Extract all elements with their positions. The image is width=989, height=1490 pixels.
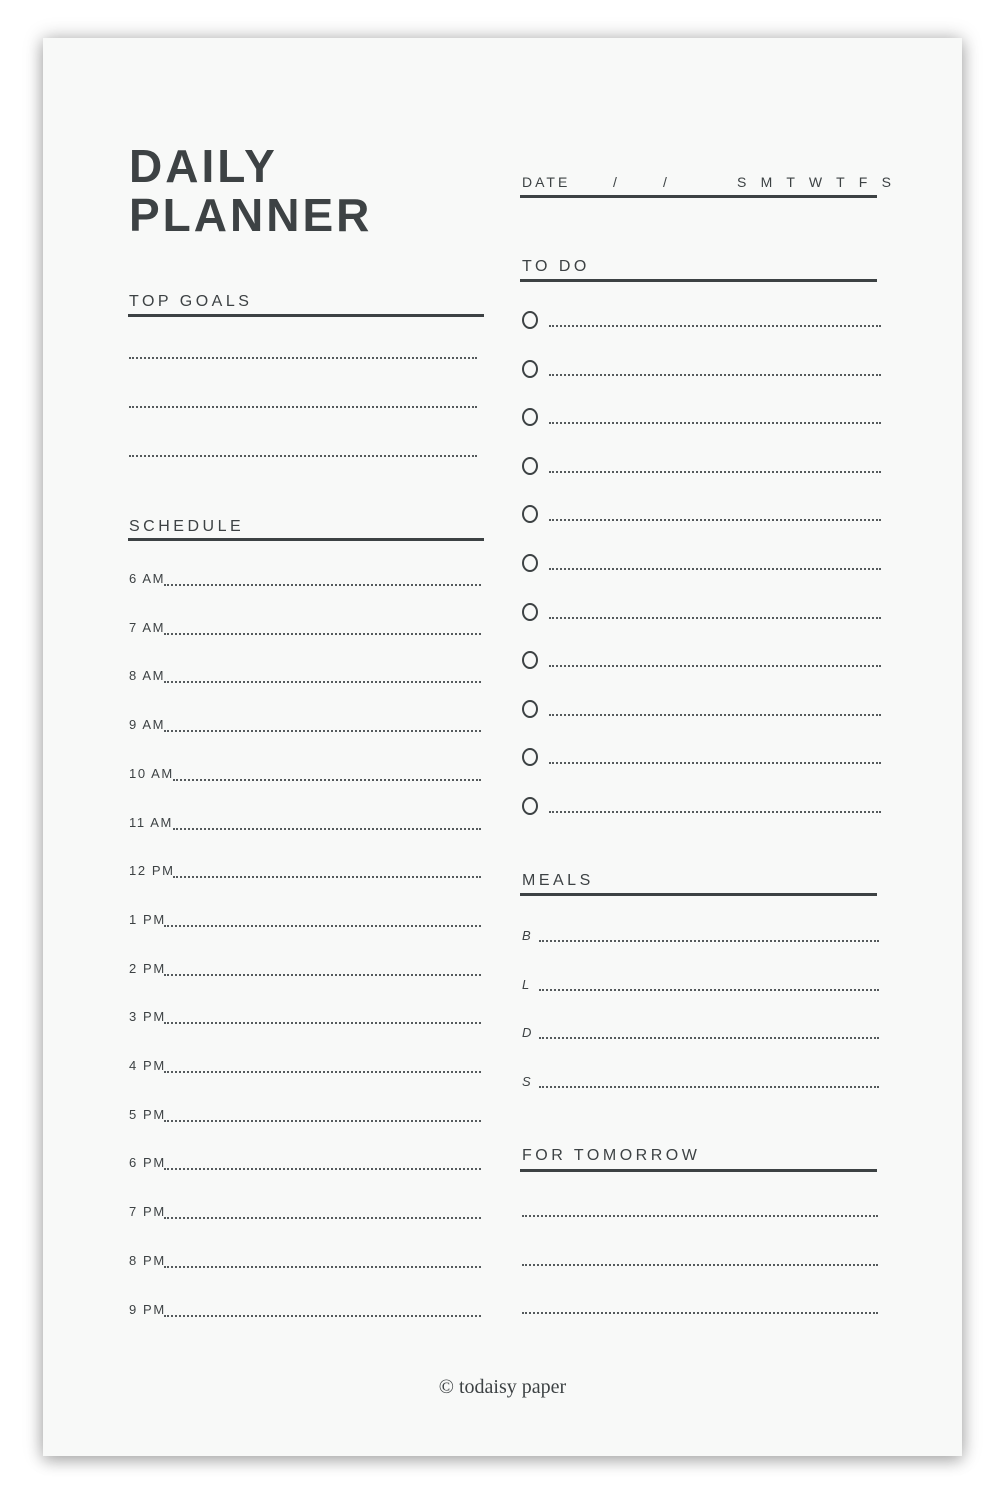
weekday-letters: S M T W T F S	[737, 174, 897, 190]
schedule-line[interactable]	[164, 1266, 481, 1268]
schedule-time-label: 10 AM	[129, 765, 174, 781]
goal-line[interactable]	[129, 406, 477, 408]
date-separator-1: /	[613, 174, 620, 190]
date-label: DATE	[522, 174, 571, 190]
todo-checkbox-icon[interactable]	[522, 457, 538, 475]
top-goals-rule	[128, 314, 484, 317]
schedule-line[interactable]	[164, 730, 481, 732]
todo-checkbox-icon[interactable]	[522, 748, 538, 766]
todo-line[interactable]	[549, 471, 881, 473]
todo-checkbox-icon[interactable]	[522, 311, 538, 329]
meal-label: S	[522, 1074, 531, 1090]
schedule-line[interactable]	[164, 681, 481, 683]
planner-sheet	[43, 38, 962, 1456]
schedule-time-label: 4 PM	[129, 1058, 166, 1073]
schedule-time-label: 6 AM	[129, 571, 166, 586]
for-tomorrow-line[interactable]	[522, 1264, 878, 1266]
todo-heading: TO DO	[522, 258, 590, 275]
goal-line[interactable]	[129, 357, 477, 359]
schedule-line[interactable]	[164, 1022, 481, 1024]
todo-line[interactable]	[549, 714, 881, 716]
for-tomorrow-line[interactable]	[522, 1215, 878, 1217]
brand-footer: © todaisy paper	[438, 1376, 567, 1398]
schedule-line[interactable]	[164, 633, 481, 635]
schedule-time-label: 11 AM	[129, 814, 173, 830]
schedule-line[interactable]	[173, 876, 482, 878]
todo-line[interactable]	[549, 811, 881, 813]
schedule-line[interactable]	[164, 925, 481, 927]
page-title	[129, 142, 372, 240]
schedule-time-label: 5 PM	[129, 1106, 166, 1122]
schedule-time-label: 9 PM	[129, 1301, 166, 1317]
schedule-time-label: 7 AM	[129, 619, 166, 635]
todo-line[interactable]	[549, 762, 881, 764]
schedule-line[interactable]	[164, 584, 481, 586]
schedule-line[interactable]	[173, 779, 482, 781]
todo-checkbox-icon[interactable]	[522, 700, 538, 718]
meal-line[interactable]	[539, 1086, 879, 1088]
todo-checkbox-icon[interactable]	[522, 651, 538, 669]
todo-line[interactable]	[549, 617, 881, 619]
todo-line[interactable]	[549, 422, 881, 424]
schedule-time-label: 8 PM	[129, 1252, 166, 1268]
todo-checkbox-icon[interactable]	[522, 408, 538, 426]
date-rule	[520, 195, 877, 198]
todo-checkbox-icon[interactable]	[522, 603, 538, 621]
meals-heading: MEALS	[522, 872, 594, 889]
for-tomorrow-rule	[520, 1169, 877, 1172]
schedule-line[interactable]	[164, 1217, 481, 1219]
top-goals-heading: TOP GOALS	[129, 293, 253, 310]
schedule-time-label: 7 PM	[129, 1204, 166, 1220]
schedule-time-label: 2 PM	[129, 960, 166, 976]
todo-checkbox-icon[interactable]	[522, 797, 538, 815]
schedule-time-label: 3 PM	[129, 1009, 166, 1025]
title-line-2: PLANNER	[129, 189, 373, 241]
todo-checkbox-icon[interactable]	[522, 554, 538, 572]
meal-line[interactable]	[539, 940, 879, 942]
schedule-rule	[128, 538, 484, 541]
meals-rule	[520, 893, 877, 896]
todo-rule	[520, 279, 877, 282]
goal-line[interactable]	[129, 455, 477, 457]
schedule-time-label: 12 PM	[129, 863, 175, 879]
todo-line[interactable]	[549, 519, 881, 521]
todo-line[interactable]	[549, 374, 881, 376]
todo-checkbox-icon[interactable]	[522, 360, 538, 378]
schedule-time-label: 6 PM	[129, 1155, 166, 1171]
meal-label: B	[522, 928, 531, 943]
schedule-line[interactable]	[173, 828, 482, 830]
schedule-line[interactable]	[164, 1315, 481, 1317]
todo-line[interactable]	[549, 325, 881, 327]
todo-line[interactable]	[549, 568, 881, 570]
meal-label: D	[522, 1025, 532, 1041]
meal-label: L	[522, 976, 530, 992]
for-tomorrow-heading: FOR TOMORROW	[522, 1147, 701, 1164]
schedule-time-label: 1 PM	[129, 911, 166, 927]
schedule-line[interactable]	[164, 974, 481, 976]
schedule-heading: SCHEDULE	[129, 518, 245, 535]
todo-checkbox-icon[interactable]	[522, 505, 538, 523]
schedule-time-label: 8 AM	[129, 668, 166, 684]
for-tomorrow-line[interactable]	[522, 1312, 878, 1314]
schedule-line[interactable]	[164, 1120, 481, 1122]
schedule-line[interactable]	[164, 1071, 481, 1073]
schedule-line[interactable]	[164, 1168, 481, 1170]
meal-line[interactable]	[539, 1037, 879, 1039]
date-separator-2: /	[663, 174, 670, 190]
todo-line[interactable]	[549, 665, 881, 667]
meal-line[interactable]	[539, 989, 879, 991]
schedule-time-label: 9 AM	[129, 717, 166, 733]
title-line-1: DAILY	[129, 140, 278, 192]
